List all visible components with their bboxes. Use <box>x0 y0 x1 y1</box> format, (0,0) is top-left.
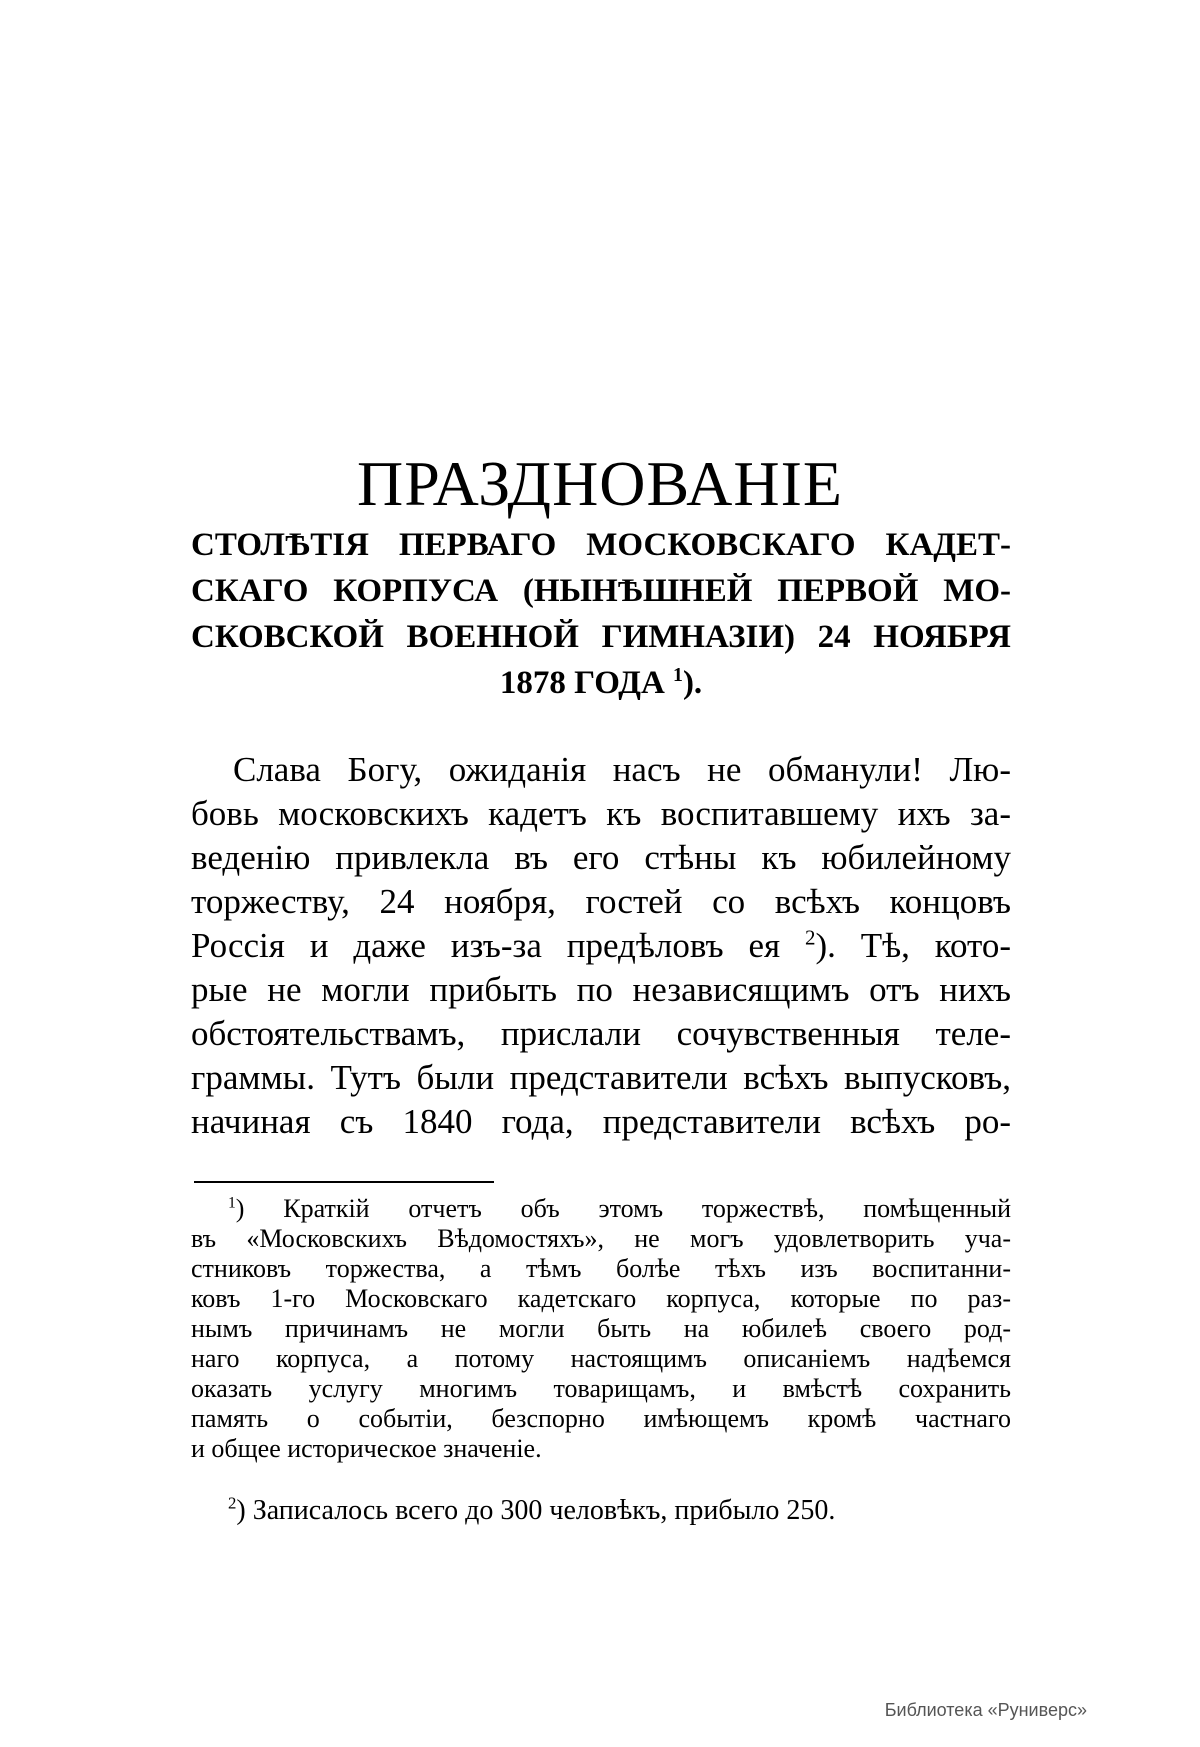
footnote-1-line: оказать услугу многимъ товарищамъ, и вмѣстѣ сохранить <box>191 1374 1011 1403</box>
body-text: ). Тѣ, кото- <box>815 926 1011 965</box>
footnote-1-line: нымъ причинамъ не могли быть на юбилеѣ своего род- <box>191 1314 1011 1343</box>
footnote-1-line: стниковъ торжества, а тѣмъ болѣе тѣхъ изъ воспитанни- <box>191 1254 1011 1283</box>
footnote-2 <box>191 1496 1011 1526</box>
footnote-text: ) Краткій отчетъ объ этомъ торжествѣ, помѣщенный <box>235 1194 1011 1223</box>
subtitle-line: СКАГО КОРПУСА (НЫНѢШНЕЙ ПЕРВОЙ МО- <box>191 573 1011 609</box>
footnote-1-line: память о событіи, безспорно имѣющемъ кромѣ частнаго <box>191 1404 1011 1433</box>
subtitle-line: СКОВСКОЙ ВОЕННОЙ ГИМНАЗІИ) 24 НОЯБРЯ <box>191 619 1011 655</box>
footnote-divider <box>194 1181 494 1183</box>
body-text: Россія и даже изъ-за предѣловъ ея <box>191 926 781 965</box>
footnote-1-line: ковъ 1-го Московскаго кадетскаго корпуса, которые по раз- <box>191 1284 1011 1313</box>
footnote-2-marker: 2 <box>228 1496 237 1513</box>
subtitle-line-last <box>191 660 1011 706</box>
footnote-1-line: въ «Московскихъ Вѣдомостяхъ», не могъ удовлетворить уча- <box>191 1224 1011 1253</box>
footnote-ref-1[interactable]: 1 <box>673 664 683 686</box>
body-line: торжеству, 24 ноября, гостей со всѣхъ концовъ <box>191 882 1011 921</box>
body-line: начиная съ 1840 года, представители всѣхъ ро- <box>191 1102 1011 1141</box>
footnote-1-line: наго корпуса, а потому настоящимъ описаніемъ надѣемся <box>191 1344 1011 1373</box>
body-line <box>191 924 1011 968</box>
subtitle-end: ). <box>682 665 703 701</box>
subtitle <box>191 522 1011 706</box>
footnote-ref-2[interactable]: 2 <box>804 925 816 950</box>
body-line: бовь московскихъ кадетъ къ воспитавшему ихъ за- <box>191 794 1011 833</box>
body-line: Слава Богу, ожиданія насъ не обманули! Лю- <box>233 750 1011 789</box>
footnotes <box>191 1194 1011 1526</box>
footnote-1-line <box>191 1194 1011 1224</box>
body-paragraph <box>191 748 1011 1144</box>
body-line: граммы. Тутъ были представители всѣхъ выпусковъ, <box>191 1058 1011 1097</box>
subtitle-line: СТОЛѢТІЯ ПЕРВАГО МОСКОВСКАГО КАДЕТ- <box>191 527 1011 563</box>
footnote-1-line: и общее историческое значеніе. <box>191 1434 542 1463</box>
body-line: обстоятельствамъ, прислали сочувственныя теле- <box>191 1014 1011 1053</box>
library-watermark: Библиотека «Руниверс» <box>884 1700 1087 1720</box>
footnote-1-marker: 1 <box>228 1194 236 1212</box>
body-line: рые не могли прибыть по независящимъ отъ нихъ <box>191 970 1011 1009</box>
body-line: веденію привлекла въ его стѣны къ юбилейному <box>191 838 1011 877</box>
footnote-text: ) Записалось всего до 300 человѣкъ, прибыло 250. <box>236 1496 836 1526</box>
page-title: ПРАЗДНОВАНІЕ <box>357 448 843 519</box>
subtitle-text: 1878 ГОДА <box>499 665 665 701</box>
